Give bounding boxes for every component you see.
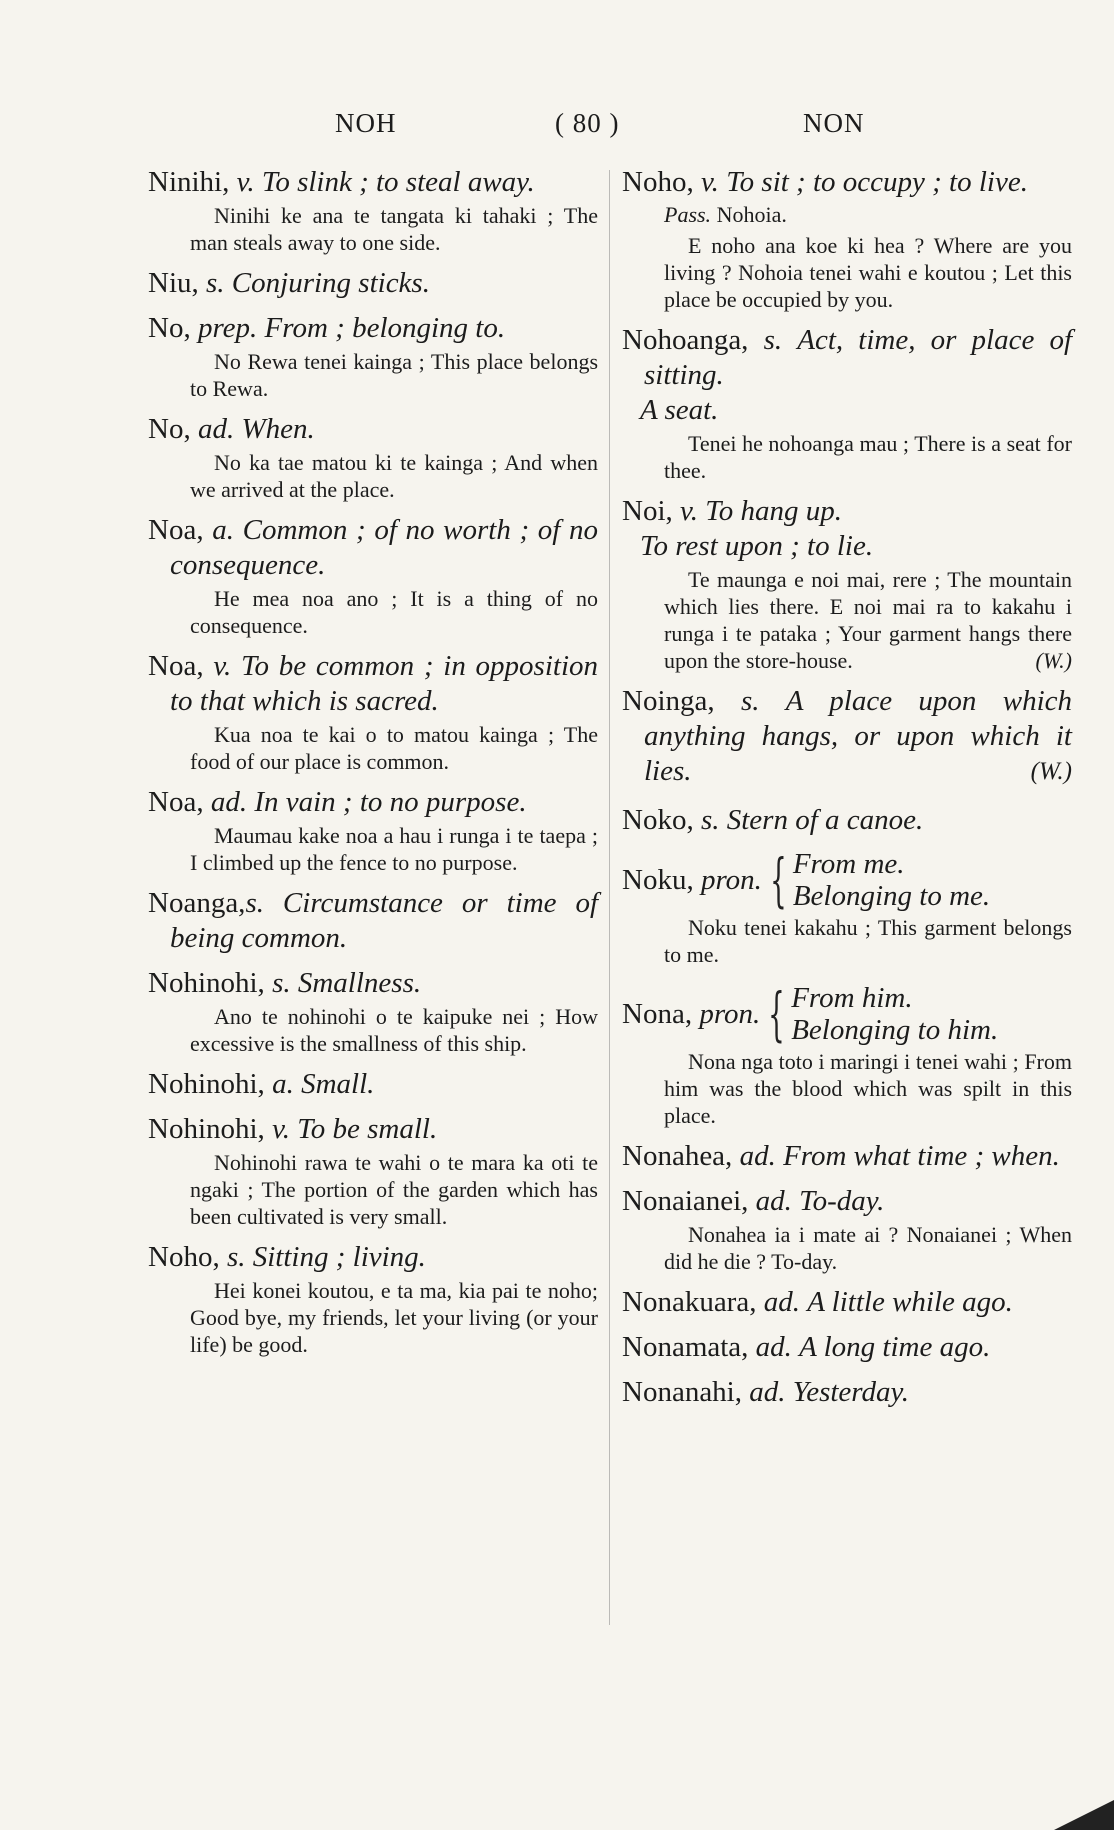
headword: Noanga, [148,887,246,919]
headword: Nona, [622,997,693,1030]
headword: Nohinohi, [148,967,265,999]
example: Maumau kake noa a hau i runga i te taepa ; I climbed up the fence to no purpose. [190,823,598,875]
definition: A long time ago. [799,1331,991,1363]
example: No Rewa tenei kainga ; This place belongs to Rewa. [190,349,598,401]
definition: Small. [301,1068,375,1100]
part-of-speech: ad. [197,413,235,445]
entry-noinga [622,684,1072,789]
entry-nohinohi-s [148,966,598,1057]
part-of-speech: pron. [700,863,762,896]
headword: Noho, [148,1241,220,1273]
entry-niu [148,266,598,301]
headword-group [622,864,762,897]
part-of-speech: s. [763,324,783,356]
brace-glyph: { [770,846,787,914]
definition-line: Belonging to him. [791,1014,999,1046]
entry-noho-s [148,1240,598,1358]
example-with-credit [622,566,1072,674]
example: Tenei he nohoanga mau ; There is a seat for thee. [664,431,1072,483]
definition: Act, time, or place of sitting. [644,324,1073,391]
part-of-speech: s. [245,887,264,919]
brace-definitions [793,848,990,912]
headword: Nonamata, [622,1331,749,1363]
brace-definitions [791,982,998,1046]
definition: Smallness. [297,967,422,999]
example: Te maunga e noi mai, rere ; The mountain which lies there. E noi mai ra to kakahu i runga i te pataka ; Your garment hangs there upon the store-house. [664,567,1072,673]
part-of-speech: ad. [755,1185,792,1217]
right-column [622,165,1072,1420]
part-of-speech: v. [700,166,719,198]
headword: Nonanahi, [622,1376,742,1408]
part-of-speech: s. [272,967,291,999]
entry-noa-v [148,649,598,775]
definition: Sitting ; living. [252,1241,426,1273]
part-of-speech: v. [213,650,232,682]
entry-nonahea [622,1139,1072,1174]
part-of-speech: ad. [763,1286,800,1318]
definition: From what time ; when. [783,1140,1060,1172]
example: Nona nga toto i maringi i tenei wahi ; From him was the blood which was spilt in this place. [664,1049,1072,1128]
definition-line: From me. [792,848,905,880]
part-of-speech: prep. [197,312,258,344]
definition: To slink ; to steal away. [261,166,535,198]
headword: Noko, [622,804,694,836]
definition: To be common ; in opposition to that which is sacred. [170,650,599,717]
entry-noko [622,803,1072,838]
part-of-speech: a. [212,514,234,546]
entry-nohinohi-a [148,1067,598,1102]
entry-nonamata [622,1330,1072,1365]
column-divider [609,170,610,1625]
headword: Nonaianei, [622,1185,749,1217]
definition: To be small. [297,1113,438,1145]
entry-nohoanga [622,323,1072,484]
part-of-speech: ad. [755,1331,792,1363]
definition: A little while ago. [807,1286,1013,1318]
example: Ano te nohinohi o te kaipuke nei ; How excessive is the smallness of this ship. [190,1004,598,1056]
page-number: ( 80 ) [555,108,620,138]
headword: Noa, [148,650,204,682]
headword: Noku, [622,863,694,896]
part-of-speech: v. [680,495,698,527]
definition-line: Belonging to me. [792,880,991,912]
entry-nona [622,982,1072,1129]
headword: Nohinohi, [148,1113,265,1145]
part-of-speech: pron. [699,997,761,1030]
part-of-speech: s. [700,804,720,836]
part-of-speech: a. [272,1068,294,1100]
headword: Nonahea, [622,1140,733,1172]
headword: Noho, [622,166,694,198]
example: E noho ana koe ki hea ? Where are you living ? Nohoia tenei wahi e koutou ; Let this place be occupied by you. [664,233,1072,312]
example: Ninihi ke ana te tangata ki tahaki ; The man steals away to one side. [190,203,598,255]
corner-ink-mark [1044,1790,1114,1830]
part-of-speech: s. [206,267,225,299]
example: Hei konei koutou, e ta ma, kia pai te noho; Good bye, my friends, let your living (or your life) be good. [190,1278,598,1357]
entry-no-prep [148,311,598,402]
definition: From ; belonging to. [264,312,506,344]
entry-nonakuara [622,1285,1072,1320]
definition: A place upon which anything hangs, or upon which it lies. [644,685,1072,787]
source-credit: (W.) [1030,758,1072,785]
headword: Noa, [148,786,204,818]
headword: Ninihi, [148,166,230,198]
definition: Common ; of no worth ; of no consequence. [170,514,599,581]
definition: To hang up. [705,495,842,527]
definition: Circumstance or time of being common. [170,887,599,954]
definition: When. [241,413,315,445]
entry-ninihi [148,165,598,256]
headword: Niu, [148,267,199,299]
headword: No, [148,413,191,445]
entry-no-ad [148,412,598,503]
headword: Noinga, [622,685,715,717]
sub-definition: To rest upon ; to lie. [640,530,874,562]
entry-noi [622,494,1072,674]
example: No ka tae matou ki te kainga ; And when we arrived at the place. [190,450,598,502]
entry-noho-v [622,165,1072,313]
part-of-speech: v. [272,1113,291,1145]
part-of-speech: s. [226,1241,246,1273]
definition: Yesterday. [792,1376,910,1408]
example: Noku tenei kakahu ; This garment belongs to me. [664,915,1072,967]
part-of-speech: ad. [210,786,248,818]
headword: Noi, [622,495,673,527]
definition: Conjuring sticks. [231,267,430,299]
definition: Stern of a canoe. [726,804,924,836]
part-of-speech: ad. [749,1376,786,1408]
definition: In vain ; to no purpose. [254,786,527,818]
headword: Nohinohi, [148,1068,265,1100]
example: He mea noa ano ; It is a thing of no consequence. [190,586,598,638]
left-column [148,165,598,1368]
entry-noa-ad [148,785,598,876]
passive-value: Nohoia. [716,202,787,227]
definition-line: From him. [791,982,913,1014]
header-left-guide-word: NOH [335,108,397,138]
part-of-speech: ad. [739,1140,776,1172]
entry-noa-a [148,513,598,639]
entry-noanga [148,886,598,956]
example: Kua noa te kai o to matou kainga ; The food of our place is common. [190,722,598,774]
example: Nonahea ia i mate ai ? Nonaianei ; When did he die ? To-day. [664,1222,1072,1274]
headword: Nonakuara, [622,1286,757,1318]
sub-definition: A seat. [640,394,719,426]
entry-noku [622,848,1072,968]
entry-nohinohi-v [148,1112,598,1230]
source-credit: (W.) [1035,648,1072,673]
entry-nonanahi [622,1375,1072,1410]
example: Nohinohi rawa te wahi o te mara ka oti te ngaki ; The portion of the garden which has been cultivated is very small. [190,1150,598,1229]
part-of-speech: v. [236,166,255,198]
headword: No, [148,312,191,344]
brace-glyph: { [768,980,786,1048]
part-of-speech: s. [740,685,760,717]
passive-form [622,200,1072,230]
running-header [0,108,1114,148]
definition: To sit ; to occupy ; to live. [726,166,1028,198]
headword: Noa, [148,514,204,546]
headword-group [622,998,760,1031]
header-right-guide-word: NON [803,108,865,138]
passive-label: Pass. [664,202,712,227]
definition: To-day. [799,1185,885,1217]
entry-nonaianei [622,1184,1072,1275]
headword: Nohoanga, [622,324,749,356]
